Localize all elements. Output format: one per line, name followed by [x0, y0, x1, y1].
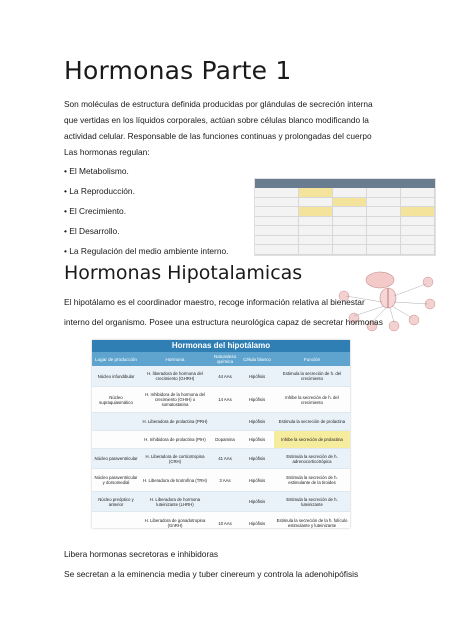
column-header: Naturaleza química: [213, 354, 237, 364]
table-cell: 10 AAs: [218, 520, 232, 526]
table-cell: Núcleo paraventricular: [94, 456, 138, 461]
table-row: [92, 449, 350, 469]
list-item: • El Desarrollo.: [64, 224, 229, 244]
table-cell: Estimula la secreción de la h. folículo estimulante y luteinizante: [276, 518, 348, 528]
regulan-list: [64, 164, 229, 264]
table-cell: H. Liberadora de gonadotropina (GnRH): [144, 518, 206, 528]
table-row: [92, 431, 350, 449]
footer-line: Libera hormonas secretoras e inhibidoras: [64, 549, 219, 559]
table-cell: Estimula la secreción de h. del crecimiento: [282, 371, 342, 381]
intro-paragraph: Son moléculas de estructura definida producidas por glándulas de secreción interna que vertidas en los líquidos corporales, actúan sobre células blanco modificando la actividad celular. Responsable de las funciones continuas y prolongadas del cuerpo: [64, 99, 373, 141]
list-item: • El Metabolismo.: [64, 164, 229, 184]
table-row: [92, 492, 350, 512]
hypothalamus-paragraph: El hipotálamo es el coordinador maestro, recoge información relativa al bienestar interno del organismo. Posee una estructura neurológica capaz de secretar hormonas: [64, 297, 383, 327]
table-row: [92, 366, 350, 387]
hormone-comparison-table-image: [254, 178, 436, 256]
table-cell: Inhibe la secreción de h. del crecimiento: [285, 394, 339, 405]
regulan-label: Las hormonas regulan:: [64, 147, 150, 157]
table-cell: Hipófisis: [248, 499, 266, 504]
table-cell: Inhibe la secreción de prolactina: [274, 431, 350, 448]
column-header: Hormona: [165, 356, 185, 362]
table-cell: [210, 413, 240, 430]
table-cell: [92, 431, 140, 448]
table-cell: Hipófisis: [248, 419, 266, 424]
column-header: Célula blanco: [243, 356, 271, 362]
table-cell: H. liberadora de hormona del crecimiento (GHRH): [147, 371, 203, 381]
table-cell: 14 AAs: [218, 397, 232, 402]
table-cell: Hipófisis: [248, 520, 266, 526]
list-item: • La Reproducción.: [64, 184, 229, 204]
table-cell: Núcleo supraquiasmático: [99, 394, 133, 405]
table-row: [92, 512, 350, 528]
table-cell: H. Liberadora de corticotropina (CRH): [145, 453, 205, 464]
table-cell: H. Liberadora de tirotrofina (TRH): [142, 477, 207, 483]
table-cell: H. Liberadora de prolactina (PRH): [142, 419, 208, 424]
table-cell: Hipófisis: [248, 397, 266, 402]
table-cell: Núcleo preóptico y anterior: [98, 496, 134, 507]
table-cell: Hipófisis: [248, 456, 266, 461]
table-cell: Estimula la secreción de h. estimulante de la tiroides: [286, 475, 338, 485]
table-header: [92, 352, 350, 366]
table-cell: [92, 512, 140, 528]
table-cell: Hipófisis: [248, 477, 266, 483]
table-cell: [210, 492, 240, 511]
table-cell: H. Inhibidora de prolactina (PIH): [144, 437, 206, 442]
hypothalamus-hormones-table: [92, 340, 350, 528]
table-cell: Dopamina: [215, 437, 235, 442]
list-item: • La Regulación del medio ambiente interno.: [64, 244, 229, 264]
page-title: Hormonas Parte 1: [64, 56, 292, 85]
table-row: [92, 413, 350, 431]
table-cell: 44 AAs: [218, 373, 232, 379]
table-cell: Núcleo paraventricular y dorsomedial: [94, 475, 138, 485]
column-header: Lugar de producción: [95, 356, 137, 362]
table-cell: [92, 413, 140, 430]
section-title: Hormonas Hipotalamicas: [64, 262, 303, 284]
table-cell: H. Inhibidora de la hormona del crecimiento (GHIH) o somatostatina: [145, 392, 205, 407]
table-cell: Hipófisis: [248, 373, 266, 379]
table-cell: Estimula la secreción de prolactina: [278, 419, 346, 424]
table-cell: 3 AAs: [219, 477, 231, 483]
table-cell: Estimula la secreción de h. adrenocorticotrópica: [286, 453, 338, 464]
table-cell: 41 AAs: [218, 456, 232, 461]
footer-line: Se secretan a la eminencia media y tuber cinereum y controla la adenohipófisis: [64, 569, 359, 579]
list-item: • El Crecimiento.: [64, 204, 229, 224]
column-header: Función: [303, 356, 321, 362]
table-title: Hormonas del hipotálamo: [92, 340, 350, 352]
table-body: [92, 366, 350, 528]
table-row: [92, 387, 350, 413]
table-cell: Hipófisis: [248, 437, 266, 442]
table-cell: Estimula la secreción de h. luteinizante: [286, 496, 338, 507]
table-cell: H. Liberadora de hormona luteinizante (LHRH): [149, 496, 201, 507]
table-cell: Núcleo infundibular: [97, 373, 135, 379]
table-row: [92, 469, 350, 492]
